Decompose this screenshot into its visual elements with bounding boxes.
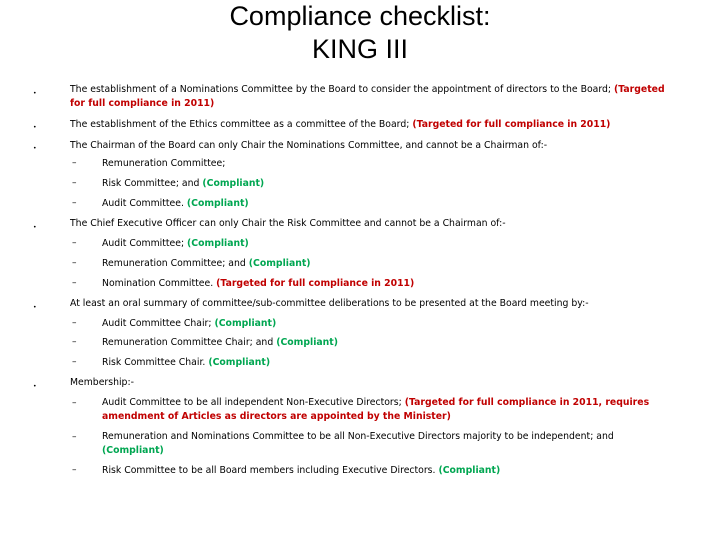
- sub-item-text: Audit Committee to be all independent Non-Executive Directors;: [102, 397, 402, 408]
- status-compliant: (Compliant): [248, 258, 311, 269]
- bullet-marker: •: [33, 145, 37, 152]
- bullet-marker: •: [33, 304, 37, 311]
- sub-item-text: Remuneration Committee; and: [102, 258, 246, 269]
- status-compliant: (Compliant): [208, 357, 271, 368]
- sub-item: [102, 237, 249, 251]
- status-compliant: (Compliant): [187, 238, 249, 249]
- status-targeted: (Targeted for full compliance in 2011, requires amendment of Articles as directors are appointed by the Minister): [102, 397, 650, 422]
- checklist-item: [70, 118, 610, 132]
- sub-bullet-marker: –: [72, 258, 77, 268]
- item-text: The Chief Executive Officer can only Chair the Risk Committee and cannot be a Chairman of:-: [70, 218, 506, 229]
- sub-bullet-marker: –: [72, 198, 77, 208]
- sub-item-text: Remuneration Committee Chair; and: [102, 337, 274, 348]
- item-text: At least an oral summary of committee/sub-committee deliberations to be presented at the Board meeting by:-: [70, 298, 589, 309]
- checklist-item: [70, 297, 589, 311]
- checklist-item: [70, 217, 506, 231]
- sub-item: [102, 197, 249, 211]
- checklist-item: [70, 376, 134, 390]
- sub-bullet-marker: –: [72, 178, 77, 188]
- item-text: The establishment of the Ethics committee as a committee of the Board;: [70, 119, 410, 130]
- sub-item-text: Remuneration and Nominations Committee to be all Non-Executive Directors majority to be independent; and: [102, 431, 614, 442]
- sub-bullet-marker: –: [72, 432, 77, 442]
- checklist-item: [70, 139, 547, 153]
- title-line-2: KING III: [311, 34, 409, 64]
- sub-item-text: Audit Committee Chair;: [102, 318, 212, 329]
- sub-bullet-marker: –: [72, 238, 77, 248]
- bullet-marker: •: [33, 124, 37, 131]
- status-compliant: (Compliant): [214, 318, 277, 329]
- sub-bullet-marker: –: [72, 357, 77, 367]
- sub-item: [102, 464, 500, 478]
- sub-item-text: Audit Committee;: [102, 238, 185, 249]
- sub-item: [102, 157, 225, 171]
- slide-title: [0, 0, 720, 66]
- title-line-1: Compliance checklist:: [229, 1, 491, 31]
- status-compliant: (Compliant): [276, 337, 338, 348]
- sub-item: [102, 336, 338, 350]
- bullet-marker: •: [33, 90, 37, 97]
- bullet-marker: •: [33, 383, 37, 390]
- sub-bullet-marker: –: [72, 398, 77, 408]
- sub-item-text: Risk Committee to be all Board members including Executive Directors.: [102, 465, 436, 476]
- sub-item: [102, 396, 657, 424]
- sub-bullet-marker: –: [72, 158, 77, 168]
- item-text: Membership:-: [70, 377, 134, 388]
- checklist-item: [70, 83, 670, 111]
- status-targeted: (Targeted for full compliance in 2011): [412, 119, 611, 130]
- sub-item: [102, 277, 414, 291]
- sub-item-text: Risk Committee Chair.: [102, 357, 206, 368]
- item-text: The establishment of a Nominations Committee by the Board to consider the appointment of directors to the Board;: [70, 84, 612, 95]
- sub-item: [102, 177, 264, 191]
- bullet-marker: •: [33, 224, 37, 231]
- sub-item: [102, 317, 276, 331]
- status-targeted: (Targeted for full compliance in 2011): [70, 84, 665, 109]
- sub-bullet-marker: –: [72, 465, 77, 475]
- sub-item-text: Remuneration Committee;: [102, 158, 226, 169]
- sub-item-text: Nomination Committee.: [102, 278, 214, 289]
- sub-item: [102, 430, 657, 458]
- status-compliant: (Compliant): [102, 445, 164, 456]
- sub-item: [102, 356, 270, 370]
- status-targeted: (Targeted for full compliance in 2011): [216, 278, 415, 289]
- item-text: The Chairman of the Board can only Chair the Nominations Committee, and cannot be a Chairman of:-: [70, 140, 548, 151]
- sub-item: [102, 257, 311, 271]
- sub-item-text: Audit Committee.: [102, 198, 184, 209]
- sub-bullet-marker: –: [72, 318, 77, 328]
- sub-item-text: Risk Committee; and: [102, 178, 200, 189]
- status-compliant: (Compliant): [202, 178, 265, 189]
- status-compliant: (Compliant): [438, 465, 501, 476]
- status-compliant: (Compliant): [186, 198, 249, 209]
- sub-bullet-marker: –: [72, 278, 77, 288]
- sub-bullet-marker: –: [72, 337, 77, 347]
